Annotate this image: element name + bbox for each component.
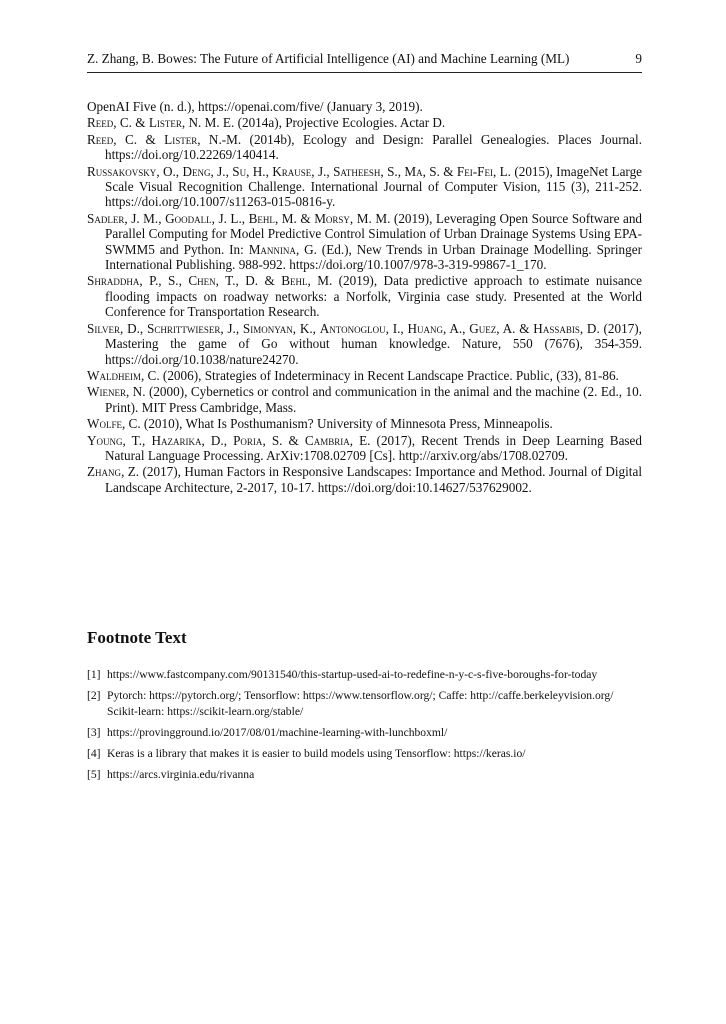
reference-author-name: Chen bbox=[188, 273, 216, 289]
footnote-item bbox=[87, 725, 647, 741]
reference-text: , A., bbox=[443, 320, 470, 336]
reference-text: , T., bbox=[122, 432, 152, 448]
reference-author-name: Poria bbox=[233, 432, 263, 448]
reference-entry bbox=[87, 211, 642, 273]
reference-text: , N.-M. (2014b), Ecology and Design: Parallel Genealogies. Places Journal. https://doi.org/10.22269/140414. bbox=[105, 131, 642, 163]
reference-entry bbox=[87, 433, 642, 464]
reference-author-name: Shraddha bbox=[87, 273, 140, 289]
reference-text: , J. M., bbox=[124, 210, 166, 226]
reference-text: , S. & bbox=[422, 163, 457, 179]
reference-text: , L. (2015), ImageNet Large Scale Visual Recognition Challenge. International Journal of Computer Vision, 115 (3), 211-252. https://doi.org/10.1007/s11263-015-0816-y. bbox=[105, 163, 643, 210]
reference-author-name: Mannina bbox=[248, 241, 296, 257]
reference-text: , Z. (2017), Human Factors in Responsive Landscapes: Importance and Method. Journal of Digital Landscape Architecture, 2-2017, 10-17. https://doi.org/doi:10.14627/537629002. bbox=[105, 464, 642, 495]
reference-text: , C. & bbox=[113, 131, 165, 147]
reference-author-name: Huang bbox=[407, 320, 443, 336]
footnote-title: Footnote Text bbox=[87, 628, 187, 647]
reference-author-name: Fei-Fei bbox=[456, 163, 493, 179]
reference-text: , S., bbox=[380, 163, 405, 179]
reference-author-name: Satheesh bbox=[333, 163, 381, 179]
reference-author-name: Silver bbox=[87, 320, 121, 336]
reference-text: , N. (2000), Cybernetics or control and communication in the animal and the machine (2. Ed., 10. Print). MIT Press Cambridge, Mass. bbox=[105, 384, 642, 415]
footnote-number: [5] bbox=[87, 768, 101, 781]
reference-text: , D. (2017), Mastering the game of Go without human knowledge. Nature, 550 (7676), 354-359. https://doi.org/10.1038/nature24270. bbox=[105, 320, 642, 367]
reference-author-name: Reed bbox=[87, 131, 114, 147]
reference-text: , D., bbox=[120, 320, 147, 336]
reference-author-name: Cambria bbox=[304, 432, 350, 448]
reference-author-name: Russakovsky bbox=[87, 163, 157, 179]
reference-text: , C. (2006), Strategies of Indeterminacy in Recent Landscape Practice. Public, (33), 81-86. bbox=[140, 367, 619, 383]
reference-text: , J., bbox=[210, 163, 233, 179]
reference-text: , M. (2019), Data predictive approach to estimate nuisance flooding impacts on roadway networks: a Norfolk, Virginia case study. Presented at the World Conference for Transportation Research. bbox=[105, 273, 642, 320]
reference-text: , C. & bbox=[113, 115, 149, 131]
reference-text: , T., D. & bbox=[215, 273, 282, 289]
reference-author-name: Ma bbox=[404, 163, 423, 179]
reference-text: , K., bbox=[292, 320, 320, 336]
footnote-text: Keras is a library that makes it is easier to build models using Tensorflow: https://keras.io/ bbox=[107, 747, 526, 760]
reference-author-name: Goodall bbox=[165, 210, 212, 226]
reference-author-name: Hazarika bbox=[151, 432, 202, 448]
reference-entry bbox=[87, 384, 642, 415]
footnote-item bbox=[87, 688, 647, 720]
reference-text: , N. M. E. (2014a), Projective Ecologies. Actar D. bbox=[181, 115, 446, 131]
reference-author-name: Su bbox=[232, 163, 247, 179]
footnote-text: https://provingground.io/2017/08/01/machine-learning-with-lunchboxml/ bbox=[107, 726, 448, 739]
reference-author-name: Simonyan bbox=[242, 320, 293, 336]
footnote-number: [4] bbox=[87, 747, 101, 760]
reference-author-name: Krause bbox=[272, 163, 312, 179]
reference-entry bbox=[87, 164, 642, 210]
reference-text: , A. & bbox=[496, 320, 534, 336]
reference-author-name: Guez bbox=[469, 320, 497, 336]
reference-text: , O., bbox=[156, 163, 183, 179]
footnote-number: [1] bbox=[87, 668, 101, 681]
reference-author-name: Waldheim bbox=[87, 367, 141, 383]
reference-author-name: Reed bbox=[87, 115, 114, 131]
reference-author-name: Morsy bbox=[314, 210, 350, 226]
reference-author-name: Behl bbox=[281, 273, 308, 289]
reference-author-name: Zhang bbox=[87, 464, 122, 480]
footnote-number: [3] bbox=[87, 726, 101, 739]
reference-text: OpenAI Five (n. d.), https://openai.com/five/ (January 3, 2019). bbox=[87, 99, 423, 114]
reference-text: , J., bbox=[220, 320, 243, 336]
footnote-list bbox=[87, 667, 647, 788]
reference-text: , S. & bbox=[262, 432, 305, 448]
reference-author-name: Behl bbox=[248, 210, 275, 226]
reference-text: , J., bbox=[311, 163, 334, 179]
footnote-item bbox=[87, 667, 647, 683]
reference-entry bbox=[87, 464, 642, 495]
reference-author-name: Schrittwieser bbox=[147, 320, 221, 336]
reference-author-name: Lister bbox=[164, 131, 198, 147]
reference-author-name: Deng bbox=[182, 163, 211, 179]
reference-text: , C. (2010), What Is Posthumanism? University of Minnesota Press, Minneapolis. bbox=[121, 416, 553, 432]
reference-author-name: Lister bbox=[148, 115, 182, 131]
reference-entry bbox=[87, 99, 642, 114]
reference-text: , H., bbox=[246, 163, 273, 179]
reference-text: , M. M. (2019), Leveraging Open Source Software and Parallel Computing for Model Predictive Control Simulation of Urban Drainage Systems Using EPA-SWMM5 and Python. In: bbox=[105, 210, 643, 257]
reference-entry bbox=[87, 115, 642, 130]
reference-entry bbox=[87, 321, 642, 367]
reference-entry bbox=[87, 132, 642, 163]
footnote-item bbox=[87, 746, 647, 762]
reference-text: , J. L., bbox=[211, 210, 249, 226]
reference-author-name: Hassabis bbox=[533, 320, 580, 336]
reference-author-name: Wiener bbox=[87, 384, 126, 400]
footnote-number: [2] bbox=[87, 689, 101, 702]
reference-author-name: Young bbox=[87, 432, 123, 448]
reference-entry bbox=[87, 368, 642, 383]
reference-entry bbox=[87, 416, 642, 431]
reference-text: , M. & bbox=[274, 210, 315, 226]
reference-author-name: Sadler bbox=[87, 210, 125, 226]
page-number: 9 bbox=[635, 51, 642, 66]
reference-author-name: Wolfe bbox=[87, 416, 122, 432]
reference-text: , P., S., bbox=[139, 273, 189, 289]
reference-list bbox=[87, 99, 642, 496]
reference-author-name: Antonoglou bbox=[319, 320, 386, 336]
running-title: Z. Zhang, B. Bowes: The Future of Artificial Intelligence (AI) and Machine Learning (ML) bbox=[87, 51, 570, 66]
footnote-text: https://www.fastcompany.com/90131540/this-startup-used-ai-to-redefine-n-y-c-s-five-boroughs-for-today bbox=[107, 668, 598, 681]
running-header bbox=[87, 51, 642, 73]
footnote-text: Pytorch: https://pytorch.org/; Tensorflow: https://www.tensorflow.org/; Caffe: http://caffe.berkeleyvision.org/ Scikit-learn: https://scikit-learn.org/stable/ bbox=[107, 689, 614, 718]
footnote-item bbox=[87, 767, 647, 783]
reference-text: , G. (Ed.), New Trends in Urban Drainage Modelling. Springer International Publishing. 988-992. https://doi.org/10.1007/978-3-319-99867-1_170. bbox=[105, 241, 642, 273]
reference-entry bbox=[87, 273, 642, 319]
footnote-text: https://arcs.virginia.edu/rivanna bbox=[107, 768, 255, 781]
reference-text: , I., bbox=[385, 320, 408, 336]
reference-text: , D., bbox=[201, 432, 234, 448]
reference-text: , E. (2017), Recent Trends in Deep Learning Based Natural Language Processing. ArXiv:1708.02709 [Cs]. http://arxiv.org/abs/1708.02709. bbox=[105, 432, 643, 463]
